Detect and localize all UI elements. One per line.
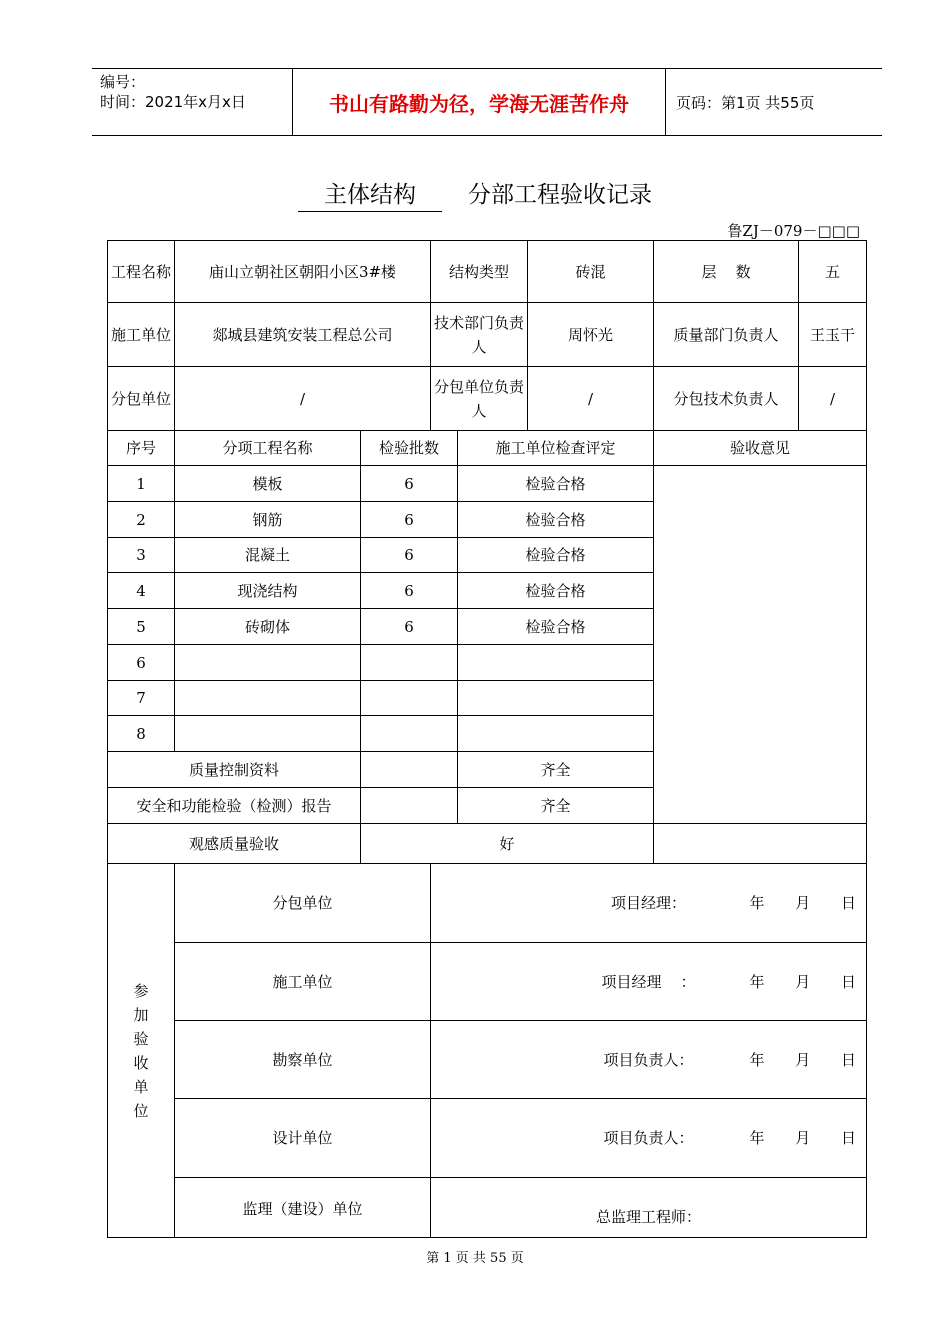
contractor-label: 施工单位 [108,303,175,367]
page-info: 页码：第1页 共55页 [676,93,815,112]
tech-head-label: 技术部门负责人 [431,303,528,367]
structure-type-label: 结构类型 [431,241,528,303]
item-no: 7 [108,681,175,716]
document-title [0,176,950,212]
participant-date: 年 月 日 [749,894,857,912]
participant-row [108,943,867,1021]
item-batches [361,645,458,681]
supervision-row [108,1178,867,1238]
participant-row [108,864,867,943]
participant-unit: 分包单位 [175,864,431,943]
item-no: 6 [108,645,175,681]
serial-label: 编号： [100,73,146,91]
item-batches: 6 [361,538,458,573]
supervision-signature [431,1178,867,1238]
participant-signer: 项目负责人： [603,1050,694,1069]
floors: 五 [799,241,867,303]
item-name: 模板 [175,466,361,502]
participants-side-text: 参加验收单位 [133,981,149,1120]
quality-data-empty [361,752,458,788]
safety-report-label: 安全和功能检验（检测）报告 [108,788,361,824]
participant-signature [431,1021,867,1099]
sub-head-label: 分包单位负责人 [431,367,528,431]
project-name-label: 工程名称 [108,241,175,303]
item-no: 4 [108,573,175,609]
appearance-row [108,824,867,864]
quality-data-value: 齐全 [458,752,654,788]
item-name: 现浇结构 [175,573,361,609]
participants-side-label [108,864,175,1238]
participant-row [108,1099,867,1178]
col-opinion: 验收意见 [654,431,867,466]
participant-signature [431,1099,867,1178]
item-name: 钢筋 [175,502,361,538]
participant-date: 年 月 日 [749,1050,857,1069]
table-row [108,466,867,502]
header-meta [92,69,293,135]
supervision-unit: 监理（建设）单位 [175,1178,431,1238]
tech-head: 周怀光 [528,303,654,367]
participant-signer: 项目经理： [611,894,687,912]
item-batches: 6 [361,609,458,645]
structure-type: 砖混 [528,241,654,303]
info-row-1 [108,241,867,303]
form-code: 鲁ZJ－079－□□□ [727,222,860,240]
item-batches [361,681,458,716]
sub-tech-value: / [799,367,867,431]
item-batches: 6 [361,573,458,609]
participant-date: 年 月 日 [749,972,857,991]
page-header [92,68,882,136]
item-no: 5 [108,609,175,645]
items-header-row [108,431,867,466]
appearance-label: 观感质量验收 [108,824,361,864]
col-batches: 检验批数 [361,431,458,466]
contractor: 郯城县建筑安装工程总公司 [175,303,431,367]
item-eval [458,716,654,752]
item-batches: 6 [361,502,458,538]
col-eval: 施工单位检查评定 [458,431,654,466]
item-no: 2 [108,502,175,538]
title-underlined: 主体结构 [298,176,442,212]
appearance-opinion [654,824,867,864]
participant-signer: 项目经理 ： [601,972,696,991]
col-name: 分项工程名称 [175,431,361,466]
sub-label: 分包单位 [108,367,175,431]
acceptance-table [107,240,867,1238]
participant-date: 年 月 日 [749,1129,857,1147]
participant-unit: 勘察单位 [175,1021,431,1099]
item-eval: 检验合格 [458,573,654,609]
supervision-signer: 总监理工程师： [596,1208,702,1226]
time-label: 时间：2021年x月x日 [100,93,246,111]
item-no: 3 [108,538,175,573]
item-no: 1 [108,466,175,502]
title-main: 分部工程验收记录 [468,182,652,208]
item-name [175,681,361,716]
item-name [175,716,361,752]
item-eval: 检验合格 [458,466,654,502]
item-batches [361,716,458,752]
opinion-cell [654,466,867,824]
quality-head-label: 质量部门负责人 [654,303,799,367]
participant-signer: 项目负责人： [603,1129,694,1147]
item-name [175,645,361,681]
project-name: 庙山立朝社区朝阳小区3#楼 [175,241,431,303]
motto: 书山有路勤为径，学海无涯苦作舟 [293,69,666,135]
item-no: 8 [108,716,175,752]
item-name: 混凝土 [175,538,361,573]
page-footer: 第 1 页 共 55 页 [426,1251,524,1266]
participant-unit: 设计单位 [175,1099,431,1178]
sub-head-value: / [528,367,654,431]
participant-unit: 施工单位 [175,943,431,1021]
safety-report-value: 齐全 [458,788,654,824]
participant-signature [431,864,867,943]
appearance-value: 好 [361,824,654,864]
item-eval: 检验合格 [458,502,654,538]
item-eval: 检验合格 [458,609,654,645]
info-row-2 [108,303,867,367]
item-name: 砖砌体 [175,609,361,645]
quality-data-label: 质量控制资料 [108,752,361,788]
safety-report-empty [361,788,458,824]
participant-row [108,1021,867,1099]
item-eval: 检验合格 [458,538,654,573]
item-eval [458,681,654,716]
item-batches: 6 [361,466,458,502]
sub-tech-label: 分包技术负责人 [654,367,799,431]
item-eval [458,645,654,681]
info-row-3 [108,367,867,431]
col-no: 序号 [108,431,175,466]
participant-signature [431,943,867,1021]
quality-head: 王玉干 [799,303,867,367]
floors-label: 层 数 [654,241,799,303]
sub-value: / [175,367,431,431]
